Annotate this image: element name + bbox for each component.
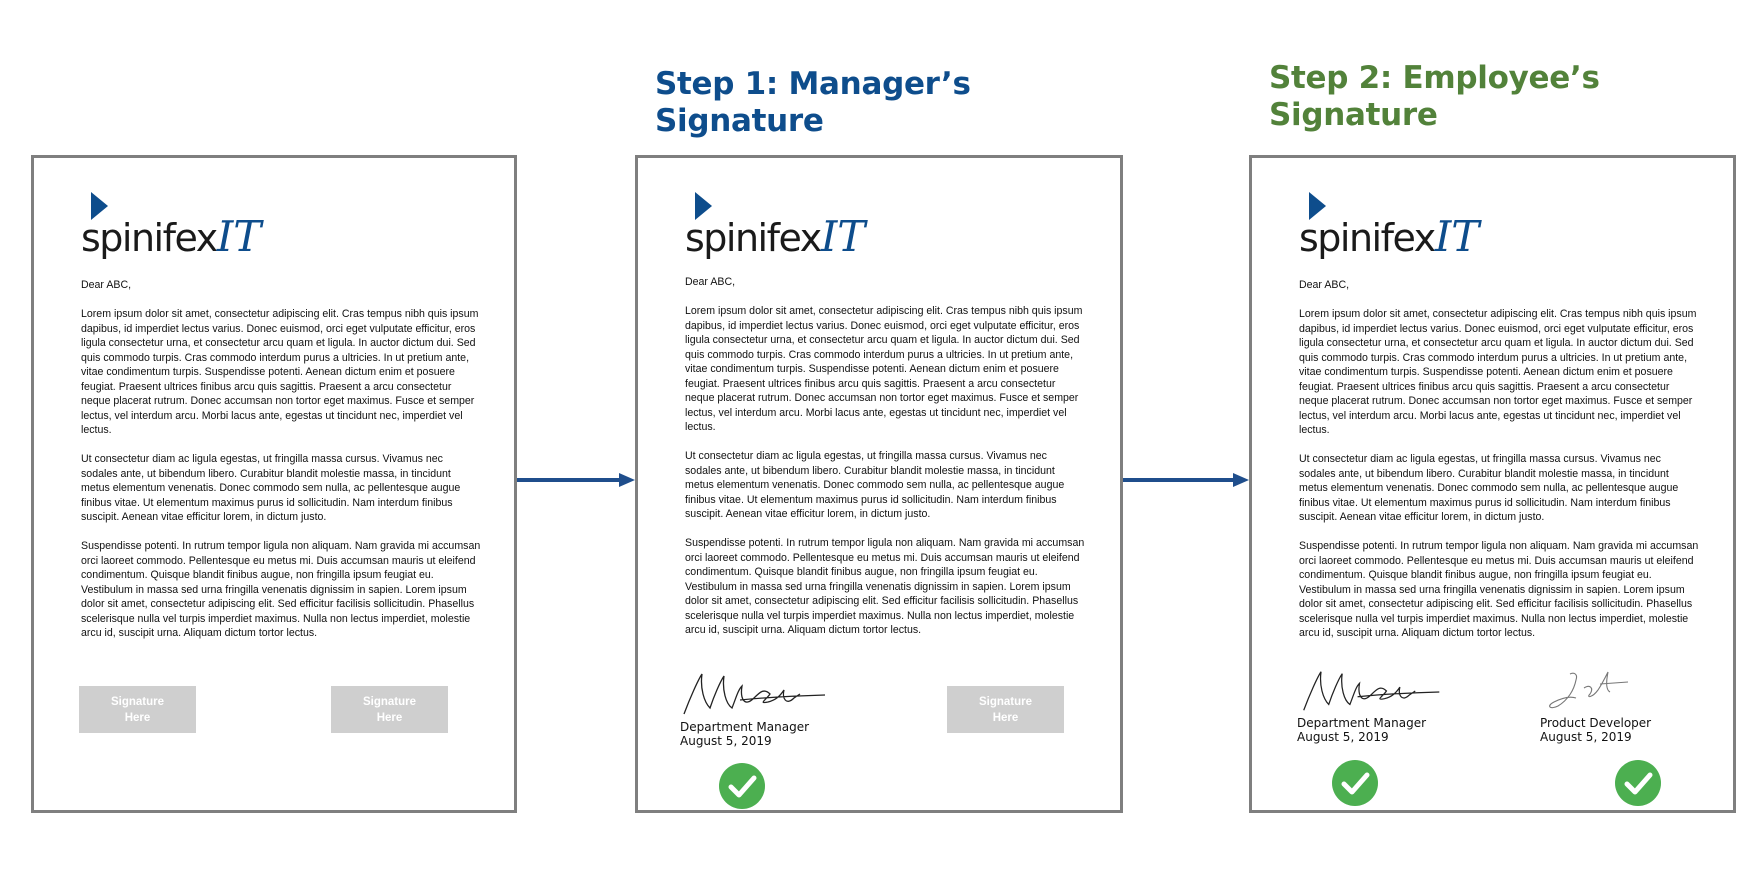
manager-signature-block [1297,666,1477,744]
arrow-right-icon [517,470,637,490]
manager-sign-date: August 5, 2019 [1297,730,1389,744]
logo-main-text: spinifex [81,216,217,260]
logo-accent-text: IT [1434,212,1480,261]
employee-sign-date: August 5, 2019 [1540,730,1632,744]
letter-salutation: Dear ABC, [81,279,132,291]
letter-body [81,278,481,655]
letter-paragraph: Suspendisse potenti. In rutrum tempor ligula non aliquam. Nam gravida mi accumsan orci laoreet commodo. Pellentesque eu metus mi. Duis accumsan mauris ut eleifend condimentum. Quisque blandit finibus augue, non fringilla ipsum feugiat eu. Vestibulum in massa sed urna fringilla venenatis dignissim in sapien. Lorem ipsum dolor sit amet, consectetur adipiscing elit. Sed efficitur facilisis sollicitudin. Phasellus scelerisque nulla vel turpis imperdiet maximus. Nulla non lectus imperdiet, molestie arcu id, suscipit urna. Aliquam dictum tortor lectus. [685,537,1085,636]
letter-body [1299,278,1699,655]
letter-salutation: Dear ABC, [685,276,736,288]
placeholder-line-1: Signature [978,695,1033,708]
manager-signature-scribble [680,668,830,720]
letter-paragraph: Suspendisse potenti. In rutrum tempor ligula non aliquam. Nam gravida mi accumsan orci laoreet commodo. Pellentesque eu metus mi. Duis accumsan mauris ut eleifend condimentum. Quisque blandit finibus augue, non fringilla ipsum feugiat eu. Vestibulum in massa sed urna fringilla venenatis dignissim in sapien. Lorem ipsum dolor sit amet, consectetur adipiscing elit. Sed efficitur facilisis sollicitudin. Phasellus scelerisque nulla vel turpis imperdiet maximus. Nulla non lectus imperdiet, molestie arcu id, suscipit urna. Aliquam dictum tortor lectus. [81,540,481,639]
step-1-title [655,66,971,140]
manager-signature-block [680,668,860,748]
letter-paragraph: Ut consectetur diam ac ligula egestas, ut fringilla massa cursus. Vivamus nec sodales ante, ut bibendum libero. Curabitur blandit molestie massa, in tincidunt metus elementum venenatis. Donec commodo sem nulla, ac pellentesque augue finibus vitae. Ut elementum maximus purus id sollicitudin. Nam interdum finibus suscipit. Aenean vitae efficitur lorem, in dictum justo. [81,453,461,523]
check-circle-icon [1615,760,1661,806]
letter-paragraph: Lorem ipsum dolor sit amet, consectetur adipiscing elit. Cras tempus nibh quis ipsum dapibus, id imperdiet lectus varius. Donec euismod, orci eget vulputate efficitur, eros ligula consectetur urna, et consectetur arcu quam et ligula. In auctor dictum dui. Sed quis commodo turpis. Cras commodo interdum purus a ultricies. In ut pretium ante, vitae condimentum turpis. Suspendisse potenti. Aenean dictum enim et posuere feugiat. Praesent ultrices finibus arcu quis sagittis. Praesent a arcu consectetur neque placerat rutrum. Donec accumsan non tortor eget maximus. Fusce et semper lectus, vel interdum arcu. Morbi lacus ante, egestas ut tincidunt nec, imperdiet vel lectus. [685,305,1083,433]
check-circle-icon [719,763,765,809]
logo-main-text: spinifex [685,216,821,260]
placeholder-line-2: Here [124,711,151,724]
company-logo [81,192,271,262]
step-1-title-line-1: Step 1: Manager’s [655,66,971,102]
letter-paragraph: Ut consectetur diam ac ligula egestas, ut fringilla massa cursus. Vivamus nec sodales ante, ut bibendum libero. Curabitur blandit molestie massa, in tincidunt metus elementum venenatis. Donec commodo sem nulla, ac pellentesque augue finibus vitae. Ut elementum maximus purus id sollicitudin. Nam interdum finibus suscipit. Aenean vitae efficitur lorem, in dictum justo. [1299,453,1679,523]
letter-paragraph: Lorem ipsum dolor sit amet, consectetur adipiscing elit. Cras tempus nibh quis ipsum dapibus, id imperdiet lectus varius. Donec euismod, orci eget vulputate efficitur, eros ligula consectetur urna, et consectetur arcu quam et ligula. In auctor dictum dui. Sed quis commodo turpis. Cras commodo interdum purus a ultricies. In ut pretium ante, vitae condimentum turpis. Suspendisse potenti. Aenean dictum enim et posuere feugiat. Praesent ultrices finibus arcu quis sagittis. Praesent a arcu consectetur neque placerat rutrum. Donec accumsan non tortor eget maximus. Fusce et semper lectus, vel interdum arcu. Morbi lacus ante, egestas ut tincidunt nec, imperdiet vel lectus. [81,308,479,436]
manager-signature-scribble [1297,666,1447,716]
step-2-title-line-1: Step 2: Employee’s [1269,60,1600,96]
employee-role: Product Developer [1540,716,1652,730]
letter-paragraph: Suspendisse potenti. In rutrum tempor ligula non aliquam. Nam gravida mi accumsan orci laoreet commodo. Pellentesque eu metus mi. Duis accumsan mauris ut eleifend condimentum. Quisque blandit finibus augue, non fringilla ipsum feugiat eu. Vestibulum in massa sed urna fringilla venenatis dignissim in sapien. Lorem ipsum dolor sit amet, consectetur adipiscing elit. Sed efficitur facilisis sollicitudin. Phasellus scelerisque nulla vel turpis imperdiet maximus. Nulla non lectus imperdiet, molestie arcu id, suscipit urna. Aliquam dictum tortor lectus. [1299,540,1699,639]
manager-role: Department Manager [680,720,810,734]
employee-signature-block [1540,666,1720,744]
manager-signature-placeholder[interactable] [79,686,196,733]
check-circle-icon [1332,760,1378,806]
letter-paragraph: Lorem ipsum dolor sit amet, consectetur adipiscing elit. Cras tempus nibh quis ipsum dapibus, id imperdiet lectus varius. Donec euismod, orci eget vulputate efficitur, eros ligula consectetur urna, et consectetur arcu quam et ligula. In auctor dictum dui. Sed quis commodo turpis. Cras commodo interdum purus a ultricies. In ut pretium ante, vitae condimentum turpis. Suspendisse potenti. Aenean dictum enim et posuere feugiat. Praesent ultrices finibus arcu quis sagittis. Praesent a arcu consectetur neque placerat rutrum. Donec accumsan non tortor eget maximus. Fusce et semper lectus, vel interdum arcu. Morbi lacus ante, egestas ut tincidunt nec, imperdiet vel lectus. [1299,308,1697,436]
step-2-title-line-2: Signature [1269,97,1438,133]
letter-salutation: Dear ABC, [1299,279,1350,291]
document-manager-signed [635,155,1123,813]
manager-sign-date: August 5, 2019 [680,734,772,748]
employee-signature-placeholder[interactable] [331,686,448,733]
employee-signature-scribble [1540,666,1650,716]
step-1-title-line-2: Signature [655,103,824,139]
letter-body [685,275,1085,652]
placeholder-line-2: Here [376,711,403,724]
document-unsigned [31,155,517,813]
step-2-title [1269,60,1600,134]
logo-accent-text: IT [820,212,866,261]
placeholder-line-1: Signature [110,695,165,708]
manager-role: Department Manager [1297,716,1427,730]
company-logo [685,192,875,262]
employee-signature-placeholder[interactable] [947,686,1064,733]
company-logo [1299,192,1489,262]
document-fully-signed [1249,155,1736,813]
placeholder-line-1: Signature [362,695,417,708]
placeholder-line-2: Here [992,711,1019,724]
logo-main-text: spinifex [1299,216,1435,260]
logo-accent-text: IT [216,212,262,261]
arrow-right-icon [1123,470,1251,490]
letter-paragraph: Ut consectetur diam ac ligula egestas, ut fringilla massa cursus. Vivamus nec sodales ante, ut bibendum libero. Curabitur blandit molestie massa, in tincidunt metus elementum venenatis. Donec commodo sem nulla, ac pellentesque augue finibus vitae. Ut elementum maximus purus id sollicitudin. Nam interdum finibus suscipit. Aenean vitae efficitur lorem, in dictum justo. [685,450,1065,520]
